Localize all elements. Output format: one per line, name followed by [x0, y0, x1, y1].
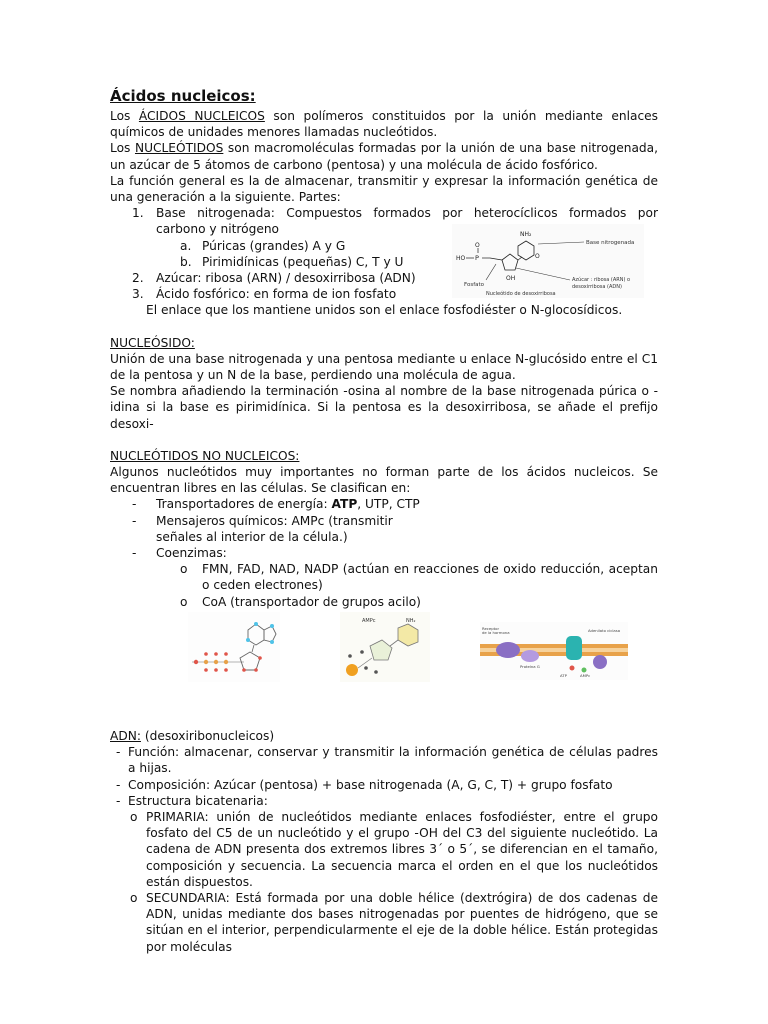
svg-text:de la hormona: de la hormona	[482, 630, 510, 635]
document-body	[110, 86, 658, 955]
ampc-structure-svg	[340, 612, 430, 682]
svg-text:desoxirribosa (ADN): desoxirribosa (ADN)	[572, 284, 622, 290]
heading-nucleotidos-no-nucleicos: NUCLEÓTIDOS NO NUCLEICOS:	[110, 448, 300, 463]
svg-text:OH: OH	[506, 275, 516, 282]
list-item: o CoA (transportador de grupos acilo)	[180, 594, 421, 609]
intro-paragraph-3: La función general es la de almacenar, transmitir y expresar la información genética de una generación a la siguiente. Partes:	[110, 173, 658, 205]
svg-text:HO: HO	[456, 255, 466, 262]
svg-text:Proteína G: Proteína G	[520, 664, 540, 669]
list-item: - Mensajeros químicos: AMPc (transmitir señales al interior de la célula.)	[132, 513, 393, 544]
nucleosido-paragraph-1: Unión de una base nitrogenada y una pentosa mediante u enlace N-glucósido entre el C1 de la pentosa y un N de la base, perdiendo una molécula de agua.	[110, 351, 658, 383]
list-item: - Transportadores de energía: ATP, UTP, CTP	[132, 497, 420, 512]
svg-text:AMPc: AMPc	[362, 618, 376, 624]
svg-text:Nucleótido de desoxirribosa: Nucleótido de desoxirribosa	[486, 291, 556, 297]
page-title: Ácidos nucleicos:	[110, 87, 256, 105]
svg-text:Receptor: Receptor	[482, 626, 500, 631]
list-item: - Coenzimas:	[132, 546, 227, 561]
svg-text:Adenilato ciclasa: Adenilato ciclasa	[588, 628, 621, 633]
list-item: - Estructura bicatenaria:	[116, 793, 268, 808]
heading-adn: ADN: (desoxiribonucleicos)	[110, 728, 275, 743]
list-item: o FMN, FAD, NAD, NADP (actúan en reacciones de oxido reducción, aceptan o ceden electrones)	[180, 562, 658, 593]
list-item: 2. Azúcar: ribosa (ARN) / desoxirribosa (ADN)	[132, 271, 416, 286]
svg-text:Base nitrogenada: Base nitrogenada	[586, 240, 635, 246]
membrane-signaling-diagram	[480, 622, 628, 680]
nucleotide-structure-svg	[452, 224, 644, 298]
heading-nucleosido: NUCLEÓSIDO:	[110, 335, 195, 350]
svg-text:P: P	[475, 254, 479, 262]
membrane-signaling-svg	[480, 622, 628, 680]
bond-text: El enlace que los mantiene unidos son el enlace fosfodiéster o N-glocosídicos.	[146, 303, 623, 318]
nucleotide-diagram	[452, 224, 644, 298]
list-item: o SECUNDARIA: Está formada por una doble hélice (dextrógira) de dos cadenas de ADN, unidas mediante dos bases nitrogenadas por puentes de hidrógeno, que se sitúan en el interior, perpendicularmente el eje de la doble hélice. Están protegidas por moléculas	[130, 890, 658, 954]
svg-text:Azúcar : ribosa (ARN) o: Azúcar : ribosa (ARN) o	[572, 277, 631, 283]
svg-text:Fosfato: Fosfato	[464, 282, 485, 288]
list-item: b. Pirimidínicas (pequeñas) C, T y U	[180, 254, 404, 269]
intro-paragraph-1: Los ÁCIDOS NUCLEICOS son polímeros constituidos por la unión mediante enlaces químicos de unidades menores llamadas nucleótidos.	[110, 109, 658, 140]
list-item: - Composición: Azúcar (pentosa) + base nitrogenada (A, G, C, T) + grupo fosfato	[116, 777, 613, 792]
list-item: o PRIMARIA: unión de nucleótidos mediante enlaces fosfodiéster, entre el grupo fosfato del C5 de un nucleótido y el grupo -OH del C3 del siguiente nucleótido. La cadena de ADN presenta dos extremos libres 3´ o 5´, se diferencian en el tamaño, composición y secuencia. La secuencia marca el orden en el que los nucleótidos están dispuestos.	[130, 809, 658, 889]
atp-molecule-diagram	[188, 612, 280, 682]
no-nucleicos-paragraph: Algunos nucleótidos muy importantes no forman parte de los ácidos nucleicos. Se encuentran libres en las células. Se clasifican en:	[110, 465, 658, 496]
list-item: 1. Base nitrogenada: Compuestos formados por heterocíclicos formados por carbono y nitrógeno	[132, 206, 658, 237]
intro-paragraph-2: Los NUCLEÓTIDOS son macromoléculas formadas por la unión de una base nitrogenada, un azúcar de 5 átomos de carbono (pentosa) y una molécula de ácido fosfórico.	[110, 141, 658, 172]
list-item: - Función: almacenar, conservar y transmitir la información genética de células padres a hijas.	[116, 745, 658, 776]
atp-structure-svg	[188, 612, 280, 682]
svg-text:AMPc: AMPc	[580, 673, 591, 678]
list-item: 3. Ácido fosfórico: en forma de ion fosfato	[132, 287, 397, 302]
ampc-molecule-diagram	[340, 612, 430, 682]
svg-text:NH₂: NH₂	[406, 618, 416, 624]
svg-text:NH₂: NH₂	[520, 231, 532, 238]
nucleosido-paragraph-2: Se nombra añadiendo la terminación -osina al nombre de la base nitrogenada púrica o -idina si la base es pirimidínica. Si la pentosa es la desoxirribosa, se añade el prefijo desoxi-	[110, 384, 658, 431]
list-item: a. Púricas (grandes) A y G	[180, 238, 346, 253]
svg-text:O: O	[535, 253, 540, 260]
term-nucleotidos: NUCLEÓTIDOS	[134, 141, 224, 156]
svg-text:ATP: ATP	[560, 673, 567, 678]
svg-text:O: O	[475, 242, 480, 249]
term-acidos-nucleicos: ÁCIDOS NUCLEICOS	[138, 109, 265, 123]
